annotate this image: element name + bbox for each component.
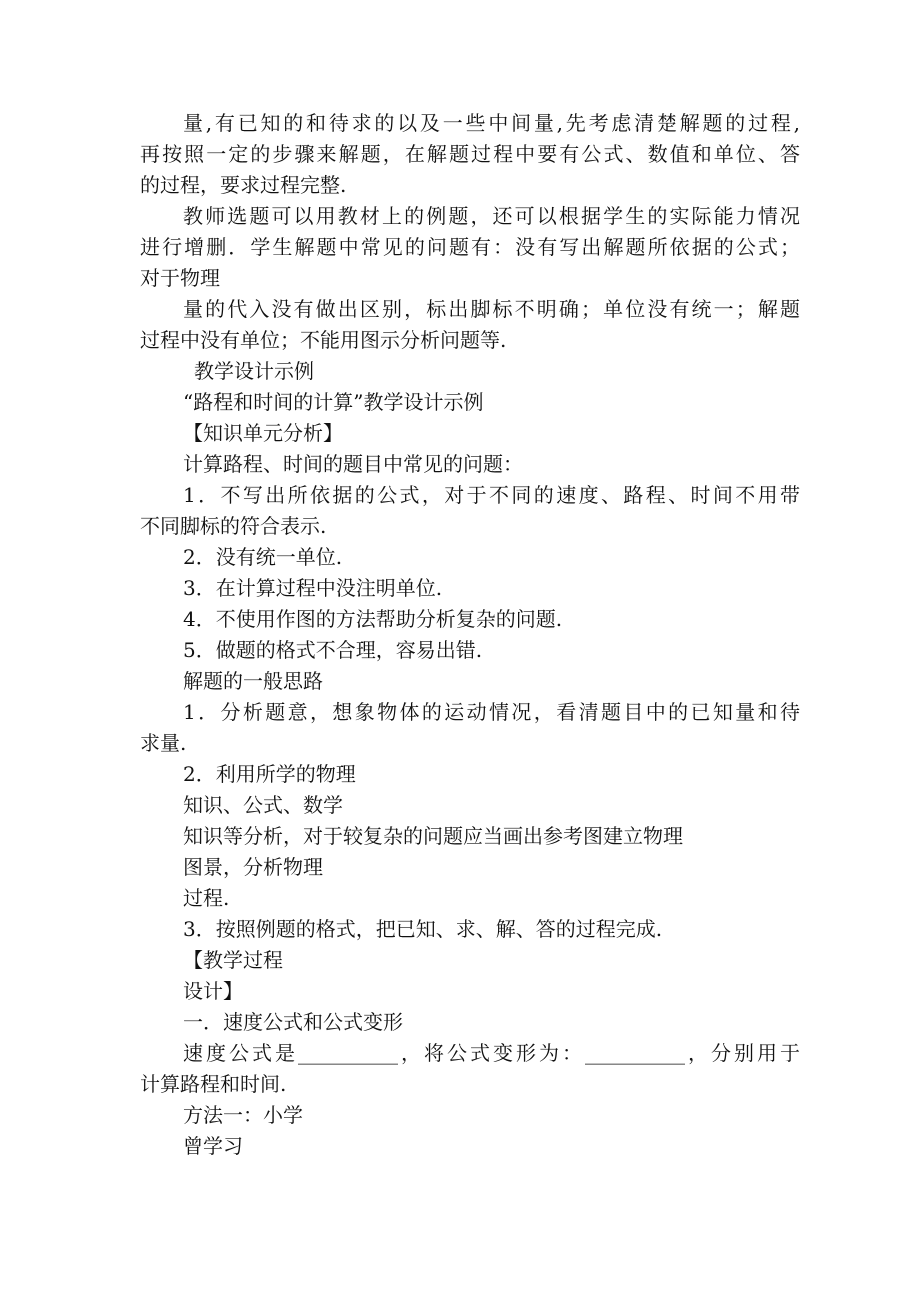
paragraph-line: “路程和时间的计算”教学设计示例 xyxy=(183,390,484,414)
paragraph-line: 解题的一般思路 xyxy=(183,669,323,693)
paragraph-line: 速度公式是__________，将公式变形为：__________，分别用于 xyxy=(183,1041,800,1065)
paragraph-line: 3．在计算过程中没注明单位. xyxy=(183,576,443,600)
paragraph-line: 知识等分析，对于较复杂的问题应当画出参考图建立物理 xyxy=(183,824,683,848)
paragraph-line: 【教学过程 xyxy=(183,948,283,972)
paragraph-line: 计算路程和时间. xyxy=(140,1072,287,1096)
paragraph-line: 【知识单元分析】 xyxy=(183,421,343,445)
paragraph-line: 一．速度公式和公式变形 xyxy=(183,1010,403,1034)
paragraph-line: 量,有已知的和待求的以及一些中间量,先考虑清楚解题的过程, xyxy=(183,111,800,135)
paragraph-line: 1．不写出所依据的公式，对于不同的速度、路程、时间不用带 xyxy=(183,483,800,507)
paragraph-line: 曾学习 xyxy=(183,1134,243,1158)
paragraph-line: 对于物理 xyxy=(140,266,220,290)
paragraph-line: 再按照一定的步骤来解题，在解题过程中要有公式、数值和单位、答 xyxy=(140,142,800,166)
paragraph-line: 量的代入没有做出区别，标出脚标不明确；单位没有统一；解题 xyxy=(183,297,800,321)
document-body xyxy=(140,108,800,1162)
paragraph-line: 过程中没有单位；不能用图示分析问题等. xyxy=(140,328,507,352)
paragraph-line: 设计】 xyxy=(183,979,243,1003)
paragraph-line: 计算路程、时间的题目中常见的问题： xyxy=(183,452,523,476)
paragraph-line: 求量. xyxy=(140,731,187,755)
paragraph-line: 2．利用所学的物理 xyxy=(183,762,356,786)
paragraph-line: 知识、公式、数学 xyxy=(183,793,343,817)
paragraph-line: 教学设计示例 xyxy=(194,359,314,383)
paragraph-line: 方法一：小学 xyxy=(183,1103,303,1127)
paragraph-line: 图景，分析物理 xyxy=(183,855,323,879)
paragraph-line: 4．不使用作图的方法帮助分析复杂的问题. xyxy=(183,607,563,631)
paragraph-line: 3．按照例题的格式，把已知、求、解、答的过程完成. xyxy=(183,917,663,941)
paragraph-line: 5．做题的格式不合理，容易出错. xyxy=(183,638,483,662)
paragraph-line: 2．没有统一单位. xyxy=(183,545,343,569)
paragraph-line: 不同脚标的符合表示. xyxy=(140,514,327,538)
paragraph-line: 1．分析题意，想象物体的运动情况，看清题目中的已知量和待 xyxy=(183,700,800,724)
paragraph-line: 进行增删．学生解题中常见的问题有：没有写出解题所依据的公式； xyxy=(140,235,800,259)
paragraph-line: 的过程，要求过程完整. xyxy=(140,173,347,197)
paragraph-line: 过程. xyxy=(183,886,230,910)
paragraph-line: 教师选题可以用教材上的例题，还可以根据学生的实际能力情况 xyxy=(183,204,800,228)
